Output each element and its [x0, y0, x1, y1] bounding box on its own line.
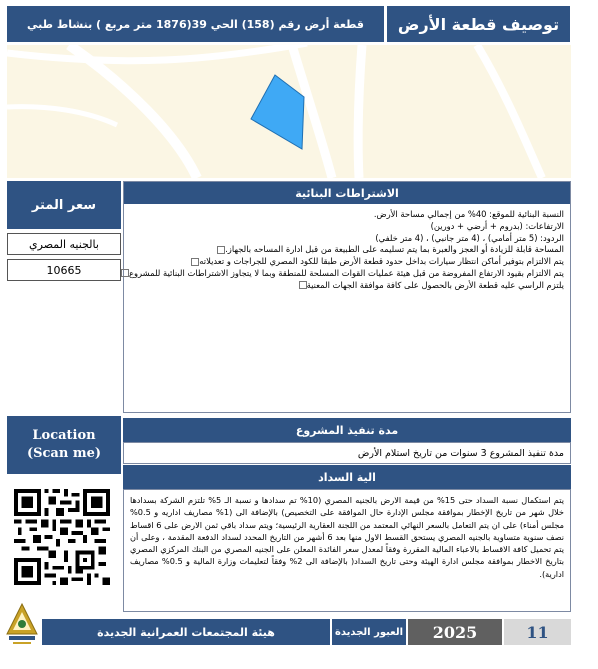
map-drawing — [7, 45, 571, 178]
authority-name: هيئة المجتمعات العمرانية الجديدة — [42, 619, 330, 645]
page-title: توصيف قطعة الأرض — [387, 6, 570, 42]
payment-title: الية السداد — [123, 465, 571, 489]
location-qr-code[interactable] — [14, 489, 110, 585]
conditions-title: الاشتراطات البنائية — [124, 182, 570, 204]
checkbox-icon — [217, 246, 225, 254]
condition-item: الردود: (5 متر أمامي) ، (4 متر جانبي) ، (4 متر خلفي) — [375, 232, 564, 243]
plot-subtitle: قطعة أرض رقم (158) الحي 39(1876 متر مربع ) بنشاط طبي — [7, 6, 384, 42]
city-name: العبور الجديدة — [332, 619, 406, 645]
condition-item: يتم الالتزام بقيود الارتفاع المفروضة من قبل هيئة عمليات القوات المسلحة للمنطقة وبما لا يتجاوز الاشتراطات البنائية للمشروع — [128, 268, 564, 280]
authority-logo-icon — [5, 602, 39, 646]
price-value: 10665 — [7, 259, 121, 281]
scan-me-line: (Scan me) — [26, 446, 102, 461]
building-conditions-panel — [123, 181, 571, 413]
duration-text: مدة تنفيذ المشروع 3 سنوات من تاريخ استلام الأرض — [123, 442, 571, 464]
year-label: 2025 — [408, 619, 502, 645]
condition-item: الارتفاعات: (بدروم + أرضي + دورين) — [430, 220, 564, 231]
condition-item: المساحة قابلة للزيادة أو العجز والعبرة بما يتم تسليمه على الطبيعة من قبل ادارة المساحه بالجهاز. — [128, 244, 564, 256]
payment-text: يتم استكمال نسبة السداد حتى 15% من قيمة الارض بالجنيه المصري (10% تم سدادها و نسبة الـ 5% تلتزم الشركة بسدادها خلال شهر من تاريخ الإخطار بموافقة مجلس الإدارة حال الموافقة على التخصيص) بالإضافة الى (1% مصاريف اداريه و 0.5% مجلس أمناء) على ان يتم التعامل بالسعر النهائي المعتمد من اللجنة العقارية الرئيسية؛ ويتم سداد باقي ثمن الارض على 6 اقساط نصف سنوية متساوية بالجنيه المصري يستحق القسط الاول منها بعد 6 أشهر من التاريخ المحدد لسداد الدفعة المقدمة ، وعلى أن يتم تحميل كافة الاقساط بالاعباء المالية المقررة وفقاً لمعدل سعر الفائدة المعلن على الجنيه المصري من البنك المركزي المصري بتاريخ الاخطار بموافقة مجلس ادارة الهيئة وحتى تاريخ السداد( بالإضافة الى 2% وفقاً لتعليمات وزارة المالية و 0.5% مصاريف ادارية). — [123, 489, 571, 612]
map-road — [358, 45, 362, 178]
condition-item: يتم الالتزام بتوفير أماكن انتظار سيارات بداخل حدود قطعة الأرض طبقا للكود المصري للجراجات و تعديلاته — [128, 256, 564, 268]
checkbox-icon — [121, 269, 129, 277]
duration-title: مدة تنفيذ المشروع — [123, 418, 571, 442]
condition-item: النسبة البنائية للموقع: 40% من إجمالي مساحة الأرض. — [373, 209, 564, 219]
page-number: 11 — [504, 619, 571, 645]
authority-logo — [5, 602, 39, 646]
checkbox-icon — [299, 281, 307, 289]
price-currency: بالجنيه المصري — [7, 233, 121, 255]
location-label — [7, 416, 121, 474]
plot-map[interactable] — [7, 45, 571, 178]
conditions-list — [128, 209, 564, 292]
qr-code-icon — [14, 489, 110, 585]
location-line: Location — [32, 428, 96, 443]
condition-item: يلتزم الراسي عليه قطعة الأرض بالحصول على كافة موافقة الجهات المعنية — [128, 280, 564, 292]
price-title: سعر المتر — [7, 181, 121, 229]
